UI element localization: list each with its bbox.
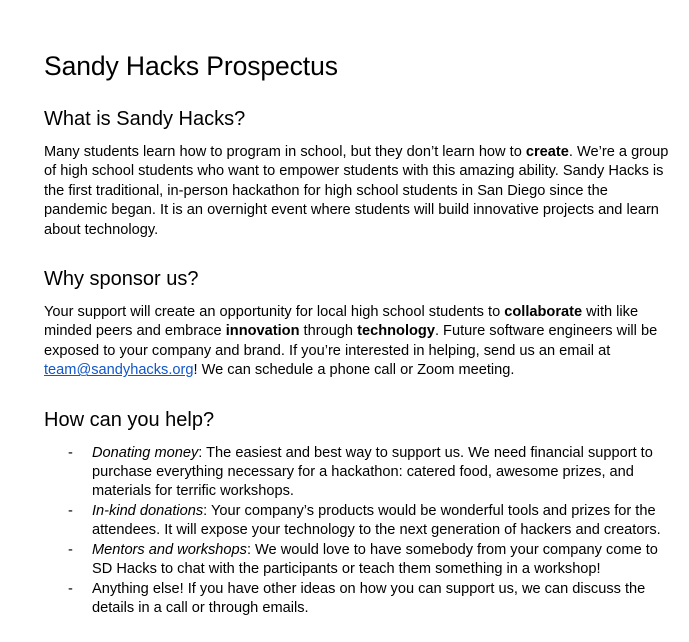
section-heading-what: What is Sandy Hacks? bbox=[44, 108, 246, 130]
list-item bbox=[68, 444, 675, 502]
emphasis-collaborate: collaborate bbox=[504, 304, 583, 321]
section-body-what bbox=[44, 143, 675, 240]
text-run: . Future software engineers will be exposed to your company and brand. If you’re interested in helping, send us an email at bbox=[44, 323, 658, 359]
item-text: : The easiest and best way to support us. We need financial support to purchase everything necessary for a hackathon: catered food, awesome prizes, and materials for terrific workshops. bbox=[92, 444, 653, 500]
item-text: Anything else! If you have other ideas on how you can support us, we can discuss the details in a call or through emails. bbox=[92, 580, 646, 616]
bullet-dash: - bbox=[68, 541, 73, 558]
bullet-dash: - bbox=[68, 444, 73, 461]
item-label: In-kind donations bbox=[92, 502, 204, 519]
item-text: : Your company’s products would be wonderful tools and prizes for the attendees. It will expose your technology to the next generation of hackers and creators. bbox=[92, 502, 661, 539]
emphasis-technology: technology bbox=[357, 323, 435, 340]
bullet-dash: - bbox=[68, 580, 73, 597]
list-item bbox=[68, 502, 675, 541]
item-text: : We would love to have somebody from your company come to SD Hacks to chat with the participants or teach them something in a workshop! bbox=[92, 541, 658, 578]
emphasis-create: create bbox=[525, 144, 569, 160]
item-label: Mentors and workshops bbox=[92, 541, 247, 558]
text-run: Many students learn how to program in school, but they don’t learn how to bbox=[44, 144, 526, 160]
email-link[interactable]: team@sandyhacks.org bbox=[44, 362, 194, 379]
bullet-dash: - bbox=[68, 502, 73, 519]
section-heading-how: How can you help? bbox=[44, 408, 215, 431]
help-list bbox=[44, 444, 675, 619]
item-label: Donating money bbox=[92, 444, 199, 461]
list-item bbox=[68, 580, 675, 619]
text-run: . We’re a group of high school students who want to empower students with this amazing ability. Sandy Hacks is the first traditional, in-person hackathon for high school students in San Diego since the pandemic began. It is an overnight event where students will build innovative projects and learn about technology. bbox=[44, 144, 669, 238]
section-heading-why: Why sponsor us? bbox=[44, 268, 199, 291]
text-run: with like minded peers and embrace bbox=[44, 304, 639, 340]
text-run: Your support will create an opportunity for local high school students to bbox=[44, 304, 505, 321]
text-run: through bbox=[299, 323, 358, 340]
text-run: ! We can schedule a phone call or Zoom meeting. bbox=[193, 362, 515, 379]
section-body-why bbox=[44, 303, 675, 381]
emphasis-innovation: innovation bbox=[225, 323, 300, 340]
document-title: Sandy Hacks Prospectus bbox=[44, 51, 338, 81]
list-item bbox=[68, 541, 675, 580]
